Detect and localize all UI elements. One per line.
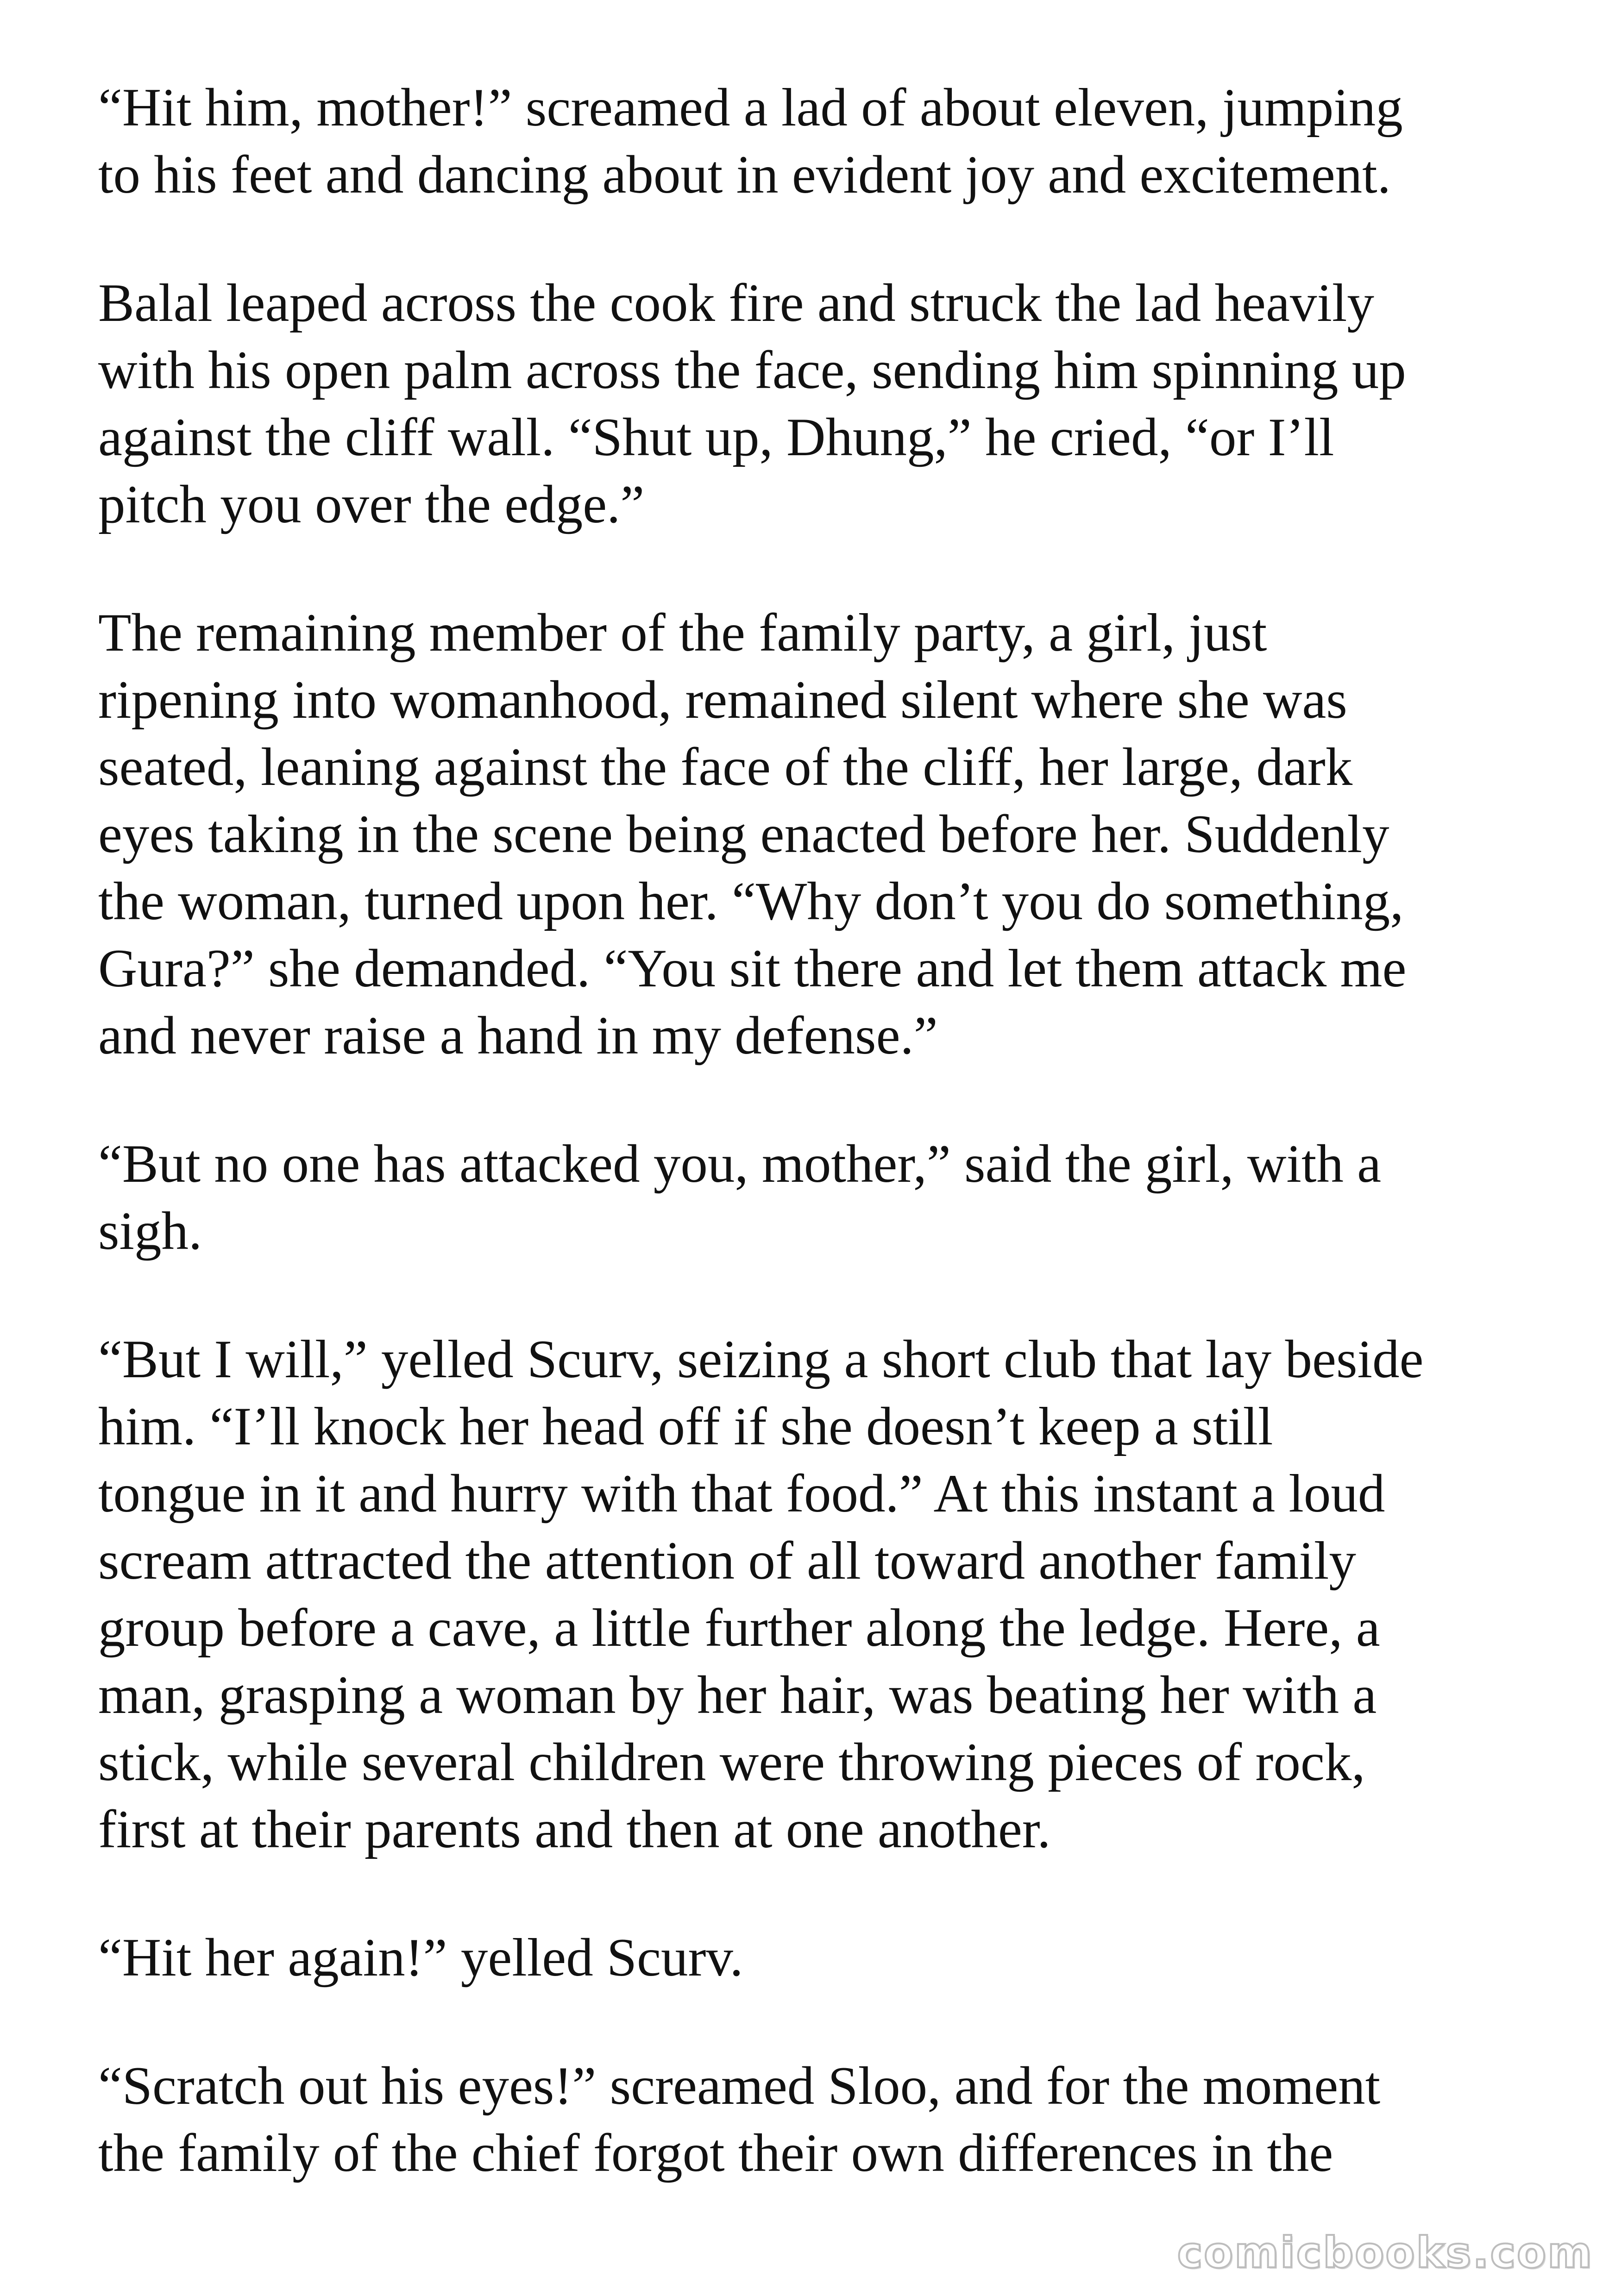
paragraph: “Hit her again!” yelled Scurv. [98, 1928, 743, 1988]
paragraph: The remaining member of the family party, a girl, just ripening into womanhood, remained silent where she was seated, leaning against the face of the cliff, her large, dark eyes taking in the scene being enacted before her. Suddenly the woman, turned upon her. “Why don’t you do something, Gura?” she demanded. “You sit there and let them attack me and never raise a hand in my defense.” [98, 603, 1407, 1066]
paragraph: “Hit him, mother!” screamed a lad of about eleven, jumping to his feet and dancing about in evident joy and excitement. [98, 78, 1403, 205]
body-text [98, 74, 1543, 2248]
paragraph: “Scratch out his eyes!” screamed Sloo, and for the moment the family of the chief forgot their own differences in the [98, 2056, 1381, 2183]
watermark: comicbooks.com [1177, 2228, 1593, 2277]
paragraph: “But no one has attacked you, mother,” said the girl, with a sigh. [98, 1134, 1382, 1261]
paragraph: “But I will,” yelled Scurv, seizing a short club that lay beside him. “I’ll knock her head off if she doesn’t keep a still tongue in it and hurry with that food.” At this instant a loud scream attracted the attention of all toward another family group before a cave, a little further along the ledge. Here, a man, grasping a woman by her hair, was beating her with a stick, while several children were throwing pieces of rock, first at their parents and then at one another. [98, 1330, 1424, 1859]
paragraph: Balal leaped across the cook fire and struck the lad heavily with his open palm across the face, sending him spinning up against the cliff wall. “Shut up, Dhung,” he cried, “or I’ll pitch you over the edge.” [98, 273, 1406, 534]
